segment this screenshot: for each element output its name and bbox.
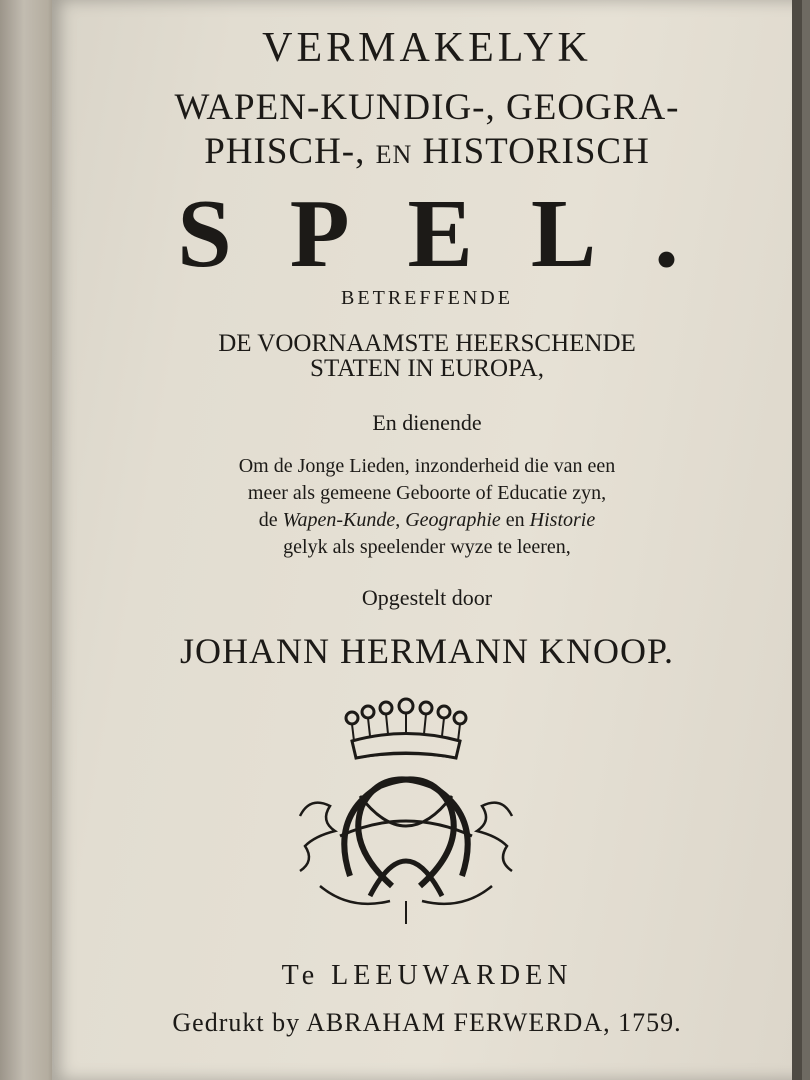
en-dienende-label: En dienende: [372, 410, 482, 435]
page-edge-shadow: [792, 0, 802, 1080]
subject-line-1: DE VOORNAAMSTE HEERSCHENDE: [218, 330, 636, 357]
title-line-2: WAPEN-KUNDIG-, GEOGRA-: [174, 87, 680, 128]
purpose-line-3: de Wapen-Kunde, Geographie en Historie: [258, 509, 596, 531]
imprint-printer: Gedrukt by ABRAHAM FERWERDA, 1759.: [172, 1008, 682, 1037]
purpose-line-4: gelyk als speelender wyze te leeren,: [283, 536, 571, 558]
subject-line-2: STATEN IN EUROPA,: [310, 355, 544, 382]
author-name: JOHANN HERMANN KNOOP.: [179, 631, 675, 671]
purpose-line-2: meer als gemeene Geboorte of Educatie zyn,: [247, 482, 607, 504]
title-line-1: VERMAKELYK: [262, 25, 592, 71]
purpose-line-1: Om de Jonge Lieden, inzonderheid die van een: [238, 455, 616, 477]
book-spine: [0, 0, 60, 1080]
opgestelt-label: Opgestelt door: [361, 585, 493, 610]
main-title: SPEL.: [177, 180, 737, 288]
title-line-3: PHISCH-, EN HISTORISCH: [204, 131, 650, 172]
betreffende-label: BETREFFENDE: [341, 287, 513, 309]
imprint-place: Te LEEUWARDEN: [281, 960, 573, 991]
crowned-monogram-ornament: [290, 696, 522, 928]
title-page: [52, 0, 802, 1080]
